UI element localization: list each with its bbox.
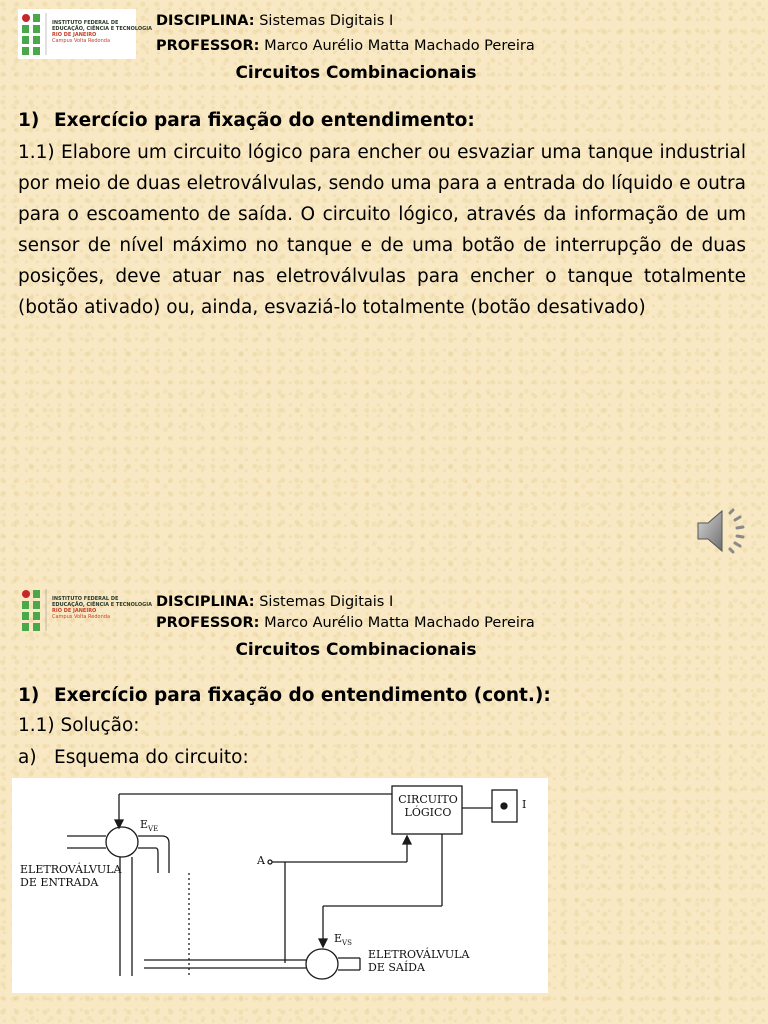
schema-item: a) Esquema do circuito:	[18, 747, 249, 768]
eve-label: $E_{VE}$	[140, 818, 159, 834]
professor-line: PROFESSOR: Marco Aurélio Matta Machado Pereira	[156, 38, 535, 54]
professor-line: PROFESSOR: Marco Aurélio Matta Machado Pereira	[156, 615, 535, 631]
section-title: Circuitos Combinacionais	[235, 63, 477, 83]
disciplina-line: DISCIPLINA: Sistemas Digitais I	[156, 594, 394, 610]
slide-2	[0, 575, 768, 1024]
logo-text: INSTITUTO FEDERAL DE EDUCAÇÃO, CIÊNCIA E TECNOLOGIA RIO DE JANEIRO Campus Volta Redonda	[52, 20, 152, 44]
circuit-diagram	[12, 778, 548, 993]
outlet-valve-label: ELETROVÁLVULA DE SAÍDA	[368, 948, 470, 974]
speaker-icon[interactable]	[694, 505, 750, 557]
switch-label: I	[522, 798, 527, 811]
solution-line: 1.1) Solução:	[18, 715, 140, 736]
exercise-statement: 1.1) Elabore um circuito lógico para encher ou esvaziar uma tanque industrial por meio de duas eletroválvulas, sendo uma para a entrada do líquido e outra para o escoamento de saída. O circuito lógico, através da informação de um sensor de nível máximo no tanque e de uma botão de interrupção de duas posições, deve atuar nas eletroválvulas para encher o tanque totalmente (botão ativado) ou, ainda, esvaziá-lo totalmente (botão desativado)	[18, 142, 746, 318]
ifrj-logo	[18, 585, 152, 635]
exercise-title: 1) Exercício para fixação do entendimento (cont.):	[18, 685, 551, 706]
section-title: Circuitos Combinacionais	[235, 640, 477, 660]
circuit-box-label: CIRCUITO LÓGICO	[398, 793, 458, 819]
disciplina-line: DISCIPLINA: Sistemas Digitais I	[156, 13, 394, 29]
sensor-label: A	[257, 854, 265, 867]
inlet-valve-label: ELETROVÁLVULA DE ENTRADA	[20, 863, 122, 889]
ifrj-logo	[18, 9, 152, 59]
exercise-title: 1) Exercício para fixação do entendimento:	[18, 110, 475, 131]
logo-text: INSTITUTO FEDERAL DE EDUCAÇÃO, CIÊNCIA E TECNOLOGIA RIO DE JANEIRO Campus Volta Redonda	[52, 596, 152, 620]
evs-label: $E_{VS}$	[334, 932, 352, 948]
